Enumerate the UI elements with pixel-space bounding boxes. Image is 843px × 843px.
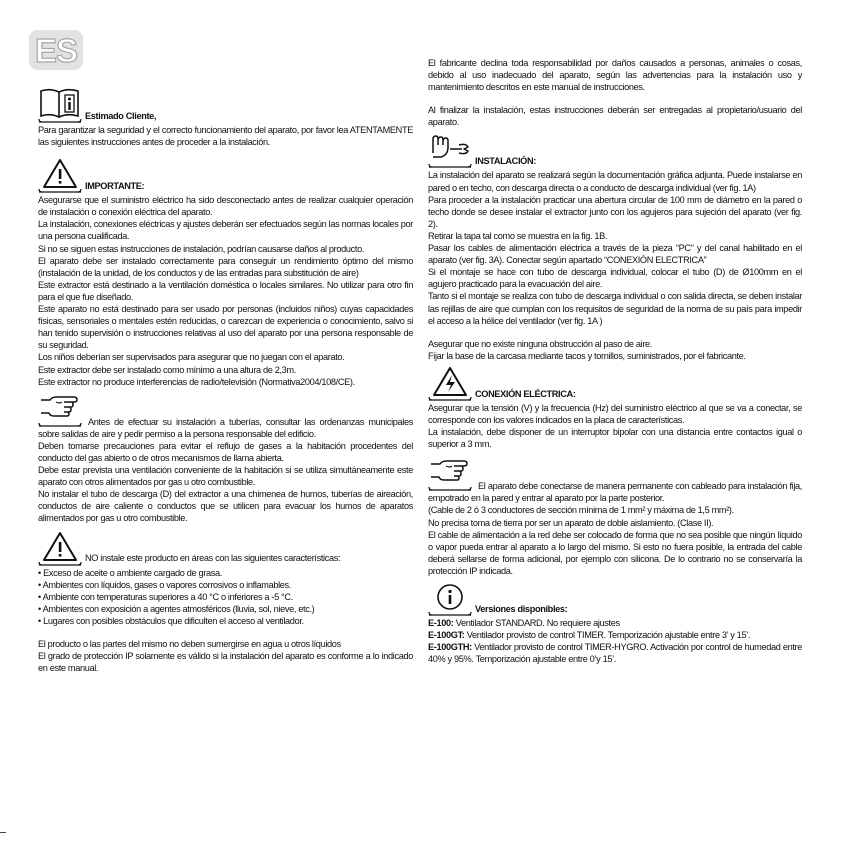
importante-header — [38, 156, 413, 194]
warning-triangle-icon — [38, 529, 82, 567]
no-instale-header — [38, 529, 413, 567]
instalacion-para-5: Si el montaje se hace con tubo de descarga individual, colocar el tubo (D) de Ø100mm en el agujero practicado para la evacuación del aire. — [428, 267, 802, 290]
importante-para-2: La instalación, conexiones eléctricas y ajustes deberán ser efectuados según las normas locales por una persona cualificada. — [38, 219, 413, 242]
cableado-section: (Cable de 2 ó 3 conductores de sección mínima de 1 mm² y máxima de 1,5 mm²). — [428, 505, 734, 516]
tuberias-para-2: Debe estar prevista una ventilación conveniente de la habitación si se utiliza simultáneamente este aparato con otros alimentados por gas u otro combustible. — [38, 465, 413, 488]
cableado-para-2: El cable de alimentación a la red debe ser colocado de forma que no sea posible que ningún líquido o vapor pueda entrar al aparato a lo largo del mismo. Si esto no fuera posible, la entrada del cable deberá sellarse de forma adicional, por ejemplo con silicona. De lo contrario no se conservaría la protección IP indicada. — [428, 529, 802, 576]
instalacion-para-1: La instalación del aparato se realizará según la documentación gráfica adjunta. Puede instalarse en pared o en techo, con descarga directa o a conducto de descarga individual (ver fig. 1A) — [428, 170, 802, 193]
importante-heading: IMPORTANTE: — [85, 181, 145, 192]
version-desc: Ventilador STANDARD. No requiere ajustes — [455, 618, 620, 628]
left-column — [38, 84, 413, 674]
version-row — [428, 617, 802, 629]
intro-para-2: Al finalizar la instalación, estas instrucciones deberán ser entregadas al propietario/usuario del aparato. — [428, 105, 802, 128]
crop-mark — [0, 832, 6, 833]
obstruccion-para-1: Asegurar que no existe ninguna obstrucción al paso de aire. — [428, 338, 652, 349]
tuberias-para-1: Deben tomarse precauciones para evitar el reflujo de gases a la habitación procedentes del conducto del gas abierto o de otros mecanismos de llama abierta. — [38, 440, 413, 463]
instalacion-para-4: Pasar los cables de alimentación eléctrica a través de la pieza “PC” y del canal habilitado en el aparato (ver fig. 3A). Conectar según apartado “CONEXIÓN ELECTRICA” — [428, 243, 802, 266]
conexion-para-2: La instalación, debe disponer de un interruptor bipolar con una distancia entre contactos igual o superior a 3 mm. — [428, 427, 802, 450]
list-item: • Exceso de aceite o ambiente cargado de grasa. — [38, 567, 413, 579]
list-item: • Ambiente con temperaturas superiores a 40 °C o inferiores a -5 °C. — [38, 591, 413, 603]
no-instale-list — [38, 567, 413, 627]
list-item: • Ambientes con exposición a agentes atmosféricos (lluvia, sol, nieve, etc.) — [38, 603, 413, 615]
list-item: • Ambientes con líquidos, gases o vapores corrosivos o inflamables. — [38, 579, 413, 591]
importante-para-5: Este extractor está destinado a la ventilación doméstica o locales similares. No utilizar para otro fin para el que fue diseñado. — [38, 279, 413, 302]
importante-para-7: Los niños deberían ser supervisados para asegurar que no juegan con el aparato. — [38, 352, 345, 363]
instalacion-para-2: Para proceder a la instalación practicar una abertura circular de 100 mm de diámetro en la pared o techo donde se desee instalar el extractor junto con los agujeros para sujeción del aparato (ver fig. 2). — [428, 194, 802, 229]
cableado-para-1: No precisa toma de tierra por ser un aparato de doble aislamiento. (Clase II). — [428, 517, 714, 528]
versiones-heading: Versiones disponibles: — [475, 603, 568, 614]
version-model: E-100GT: — [428, 630, 465, 641]
no-instale-lead: NO instale este producto en áreas con las siguientes características: — [85, 553, 341, 564]
info-icon — [428, 579, 472, 617]
intro-para-1: El fabricante declina toda responsabilidad por daños causados a personas, animales o cosas, debido al uso inadecuado del aparato, según las advertencias para la instalación uso y mantenimiento descritos en este manual de instrucciones. — [428, 58, 802, 93]
right-column — [428, 57, 802, 665]
electric-warning-icon — [428, 364, 472, 402]
version-model: E-100GTH: — [428, 642, 472, 653]
version-row — [428, 629, 802, 641]
importante-para-8: Este extractor debe ser instalado como mínimo a una altura de 2,3m. — [38, 364, 296, 375]
warning-triangle-icon — [38, 156, 82, 194]
final-para-2: El grado de protección IP solamente es válido si la instalación del aparato es conforme a lo indicado en este manual. — [38, 651, 413, 674]
conexion-heading: CONEXIÓN ELÉCTRICA: — [475, 388, 576, 399]
importante-para-4: El aparato debe ser instalado correctamente para conseguir un rendimiento óptimo del mismo (instalación de la unidad, de los conductos y de las entradas para substitución de aire) — [38, 255, 413, 278]
importante-para-1: Asegurarse que el suministro eléctrico ha sido desconectado antes de realizar cualquier operación de instalación o conexión eléctrica del aparato. — [38, 195, 413, 218]
importante-para-6: Este aparato no está destinado para ser usado por personas (incluidos niños) cuyas capacidades físicas, sensoriales o mentales estén reducidas, o carezcan de experiencia o conocimiento, salvo si han tenido supervisión o instrucciones relativas al uso del aparato por una persona responsable de su seguridad. — [38, 304, 413, 351]
instalacion-para-6: Tanto si el montaje se realiza con tubo de descarga individual o con salida directa, se deben instalar las rejillas de aire que cumplan con los requisitos de seguridad de la norma de su país para impedir el acceso a la hélice del ventilador (ver fig. 1A ) — [428, 291, 802, 326]
cliente-header — [38, 86, 413, 124]
conexion-header — [428, 364, 802, 402]
obstruccion-para-2: Fijar la base de la carcasa mediante tacos y tornillos, suministrados, por el fabricante. — [428, 350, 746, 361]
instalacion-para-3: Retirar la tapa tal como se muestra en la fig. 1B. — [428, 230, 608, 241]
cableado-lead: El aparato debe conectarse de manera permanente con cableado para instalación fija, empotrado en la pared y entrar al aparato por la parte posterior. — [428, 481, 802, 504]
versiones-header — [428, 579, 802, 617]
instalacion-header — [428, 131, 802, 169]
pointing-hand-icon — [428, 454, 472, 492]
version-desc: Ventilador provisto de control TIMER. Temporización ajustable entre 3’ y 15’. — [466, 630, 751, 641]
conexion-para-1: Asegurar que la tensión (V) y la frecuencia (Hz) del suministro eléctrico al que se va a conectar, se corresponde con los valores indicados en la placa de características. — [428, 402, 802, 425]
importante-para-3: Si no se siguen estas instrucciones de instalación, podrían causarse daños al producto. — [38, 243, 365, 254]
version-model: E-100: — [428, 618, 454, 628]
instalacion-heading: INSTALACIÓN: — [475, 156, 536, 167]
final-para-1: El producto o las partes del mismo no deben sumergirse en agua u otros líquidos — [38, 639, 341, 649]
language-badge — [29, 30, 83, 70]
cliente-heading: Estimado Cliente, — [85, 110, 157, 121]
importante-para-9: Este extractor no produce interferencias de radio/televisión (Normativa2004/108/CE). — [38, 376, 355, 387]
list-item: • Lugares con posibles obstáculos que dificulten el acceso al ventilador. — [38, 615, 413, 627]
language-badge-label: ES — [34, 32, 78, 69]
cliente-text: Para garantizar la seguridad y el correcto funcionamiento del aparato, por favor lea ATENTAMENTE las siguientes instrucciones antes de proceder a la instalación. — [38, 125, 413, 148]
tuberias-lead: Antes de efectuar su instalación a tuberías, consultar las ordenanzas municipales sobre salidas de aire y pedir permiso a la persona responsable del edificio. — [38, 416, 413, 439]
tuberias-para-3: No instalar el tubo de descarga (D) del extractor a una chimenea de humos, tuberías de aireación, conductos de aire caliente o conductos que se utilicen para evacuar los humos de aparatos alimentados por gas u otro combustible. — [38, 489, 413, 524]
version-row — [428, 641, 802, 665]
book-info-icon — [38, 86, 82, 124]
pointing-hand-icon — [38, 390, 82, 428]
version-desc: Ventilador provisto de control TIMER-HYGRO. Activación por control de humedad entre 40% y 95%. Temporización ajustable entre 0’y 15’. — [428, 642, 803, 665]
wrench-hand-icon — [428, 131, 472, 169]
